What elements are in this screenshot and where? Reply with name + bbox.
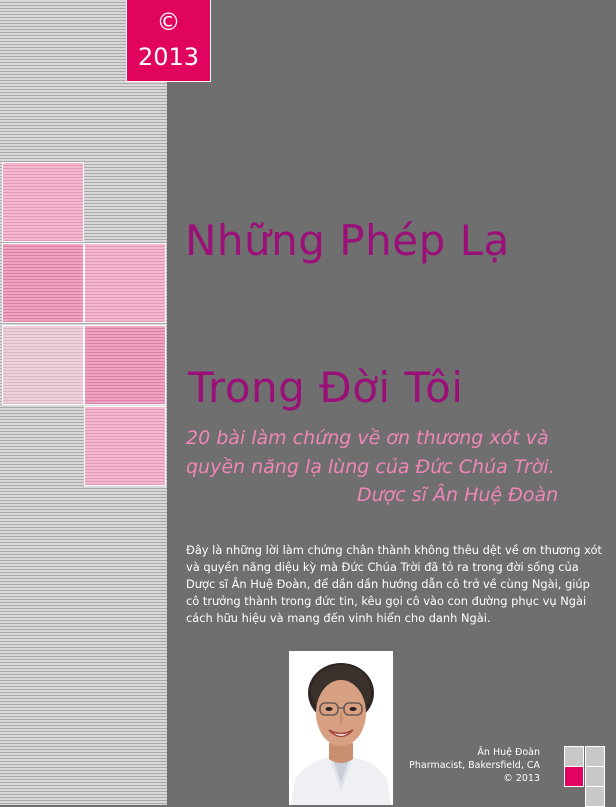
subtitle-line-2: quyền năng lạ lùng của Đức Chúa Trời. [186, 456, 555, 478]
decorative-mini-square [564, 766, 584, 787]
decorative-square [84, 406, 166, 486]
copyright-badge [126, 0, 211, 82]
copyright-symbol: © [156, 8, 181, 36]
decorative-mini-square [564, 746, 584, 767]
decorative-mini-square [585, 746, 605, 767]
subtitle-line-1: 20 bài làm chứng về ơn thương xót và [186, 427, 549, 449]
decorative-mini-square [585, 766, 605, 787]
subtitle [186, 424, 586, 482]
decorative-square [84, 325, 166, 405]
decorative-square [84, 243, 166, 323]
caption-title: Pharmacist, Bakersfield, CA [409, 760, 540, 771]
caption-copyright: © 2013 [503, 773, 540, 784]
book-title-line-1: Những Phép Lạ [185, 216, 510, 265]
book-title-line-2: Trong Đời Tôi [188, 363, 464, 412]
author-photo [289, 651, 393, 805]
copyright-year: 2013 [137, 43, 200, 71]
author-name: Dược sĩ Ân Huệ Đoàn [357, 484, 559, 506]
caption-name: Ân Huệ Đoàn [477, 747, 540, 758]
decorative-square [2, 162, 84, 242]
photo-caption [400, 746, 540, 785]
decorative-mini-square [585, 786, 605, 807]
book-description: Đây là những lời làm chứng chân thành không thêu dệt về ơn thương xót và quyền năng diệu kỳ mà Đức Chúa Trời đã tỏ ra trong đời sống của Dược sĩ Ân Huệ Đoàn, để dần dần hướng dẫn cô trở về cùng Ngài, giúp cô trưởng thành trong đức tin, kêu gọi cô vào con đường phục vụ Ngài cách hữu hiệu và mang đến vinh hiển cho danh Ngài. [186, 543, 602, 625]
decorative-square [2, 325, 84, 405]
decorative-square [2, 243, 84, 323]
